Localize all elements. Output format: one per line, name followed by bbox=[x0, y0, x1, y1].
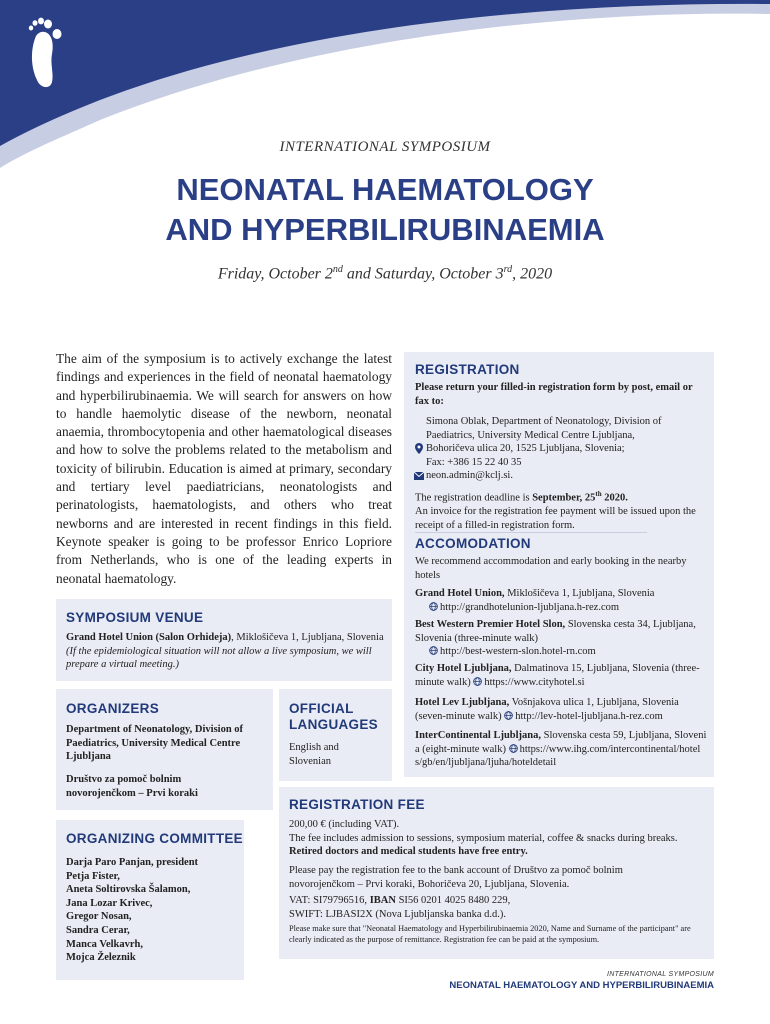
hotel-item bbox=[415, 587, 707, 614]
registration-instruction: Please return your filled-in registration form by post, email or fax to: bbox=[415, 382, 693, 407]
globe-icon bbox=[473, 677, 482, 686]
hotel-item bbox=[415, 696, 707, 723]
page-title bbox=[0, 170, 770, 250]
date-part-1: Friday, October 2 bbox=[217, 265, 333, 283]
organizer-1: Department of Neonatology, Division of Paediatrics, University Medical Centre Ljubljana bbox=[66, 724, 244, 763]
deadline-year: 2020. bbox=[601, 492, 628, 504]
registration-heading: REGISTRATION bbox=[415, 362, 520, 377]
location-pin-icon bbox=[415, 443, 423, 459]
hotel-url-row bbox=[415, 601, 707, 615]
footer-kicker: INTERNATIONAL SYMPOSIUM bbox=[607, 971, 714, 978]
accommodation-heading: ACCOMODATION bbox=[415, 536, 531, 551]
committee-member: Gregor Nosan, bbox=[66, 911, 132, 923]
swift-label: SWIFT: bbox=[289, 908, 326, 920]
hotel-item bbox=[415, 618, 707, 659]
hotel-name: Best Western Premier Hotel Slon, bbox=[415, 619, 566, 630]
language-1: English and bbox=[289, 742, 339, 753]
contact-address-row bbox=[426, 442, 708, 456]
registration-contact bbox=[426, 415, 708, 483]
hotel-name: InterContinental Ljubljana, bbox=[415, 730, 542, 741]
globe-icon bbox=[509, 744, 518, 753]
venue-note: (If the epidemiological situation will not allow a live symposium, we will prepare a virtual meeting.) bbox=[66, 645, 372, 671]
committee-member: Manca Velkavrh, bbox=[66, 938, 144, 950]
language-2: Slovenian bbox=[289, 755, 331, 767]
organizers-box bbox=[56, 689, 273, 810]
venue-heading: SYMPOSIUM VENUE bbox=[66, 610, 204, 625]
envelope-icon bbox=[414, 471, 424, 485]
globe-icon bbox=[429, 602, 438, 611]
contact-fax: Fax: +386 15 22 40 35 bbox=[426, 456, 522, 468]
hotel-item bbox=[415, 729, 707, 770]
globe-icon bbox=[429, 646, 438, 655]
hotel-link[interactable]: http://lev-hotel-ljubljana.h-rez.com bbox=[515, 710, 663, 722]
iban-label: IBAN bbox=[369, 895, 399, 906]
languages-heading bbox=[289, 701, 378, 733]
hotel-address: Dalmatinova 15, Ljubljana, Slovenia (three-minute walk) bbox=[415, 663, 700, 688]
committee-heading: ORGANIZING COMMITTEE bbox=[66, 831, 243, 846]
contact-email-row bbox=[426, 469, 708, 483]
fee-amount: 200,00 € (including VAT). bbox=[289, 819, 400, 830]
committee-list bbox=[66, 856, 241, 965]
contact-line-1: Simona Oblak, Department of Neonatology, Division of bbox=[426, 416, 662, 427]
date-sup-2: rd bbox=[503, 264, 513, 275]
fee-heading: REGISTRATION FEE bbox=[289, 797, 425, 812]
languages-heading-line-2: LANGUAGES bbox=[289, 717, 378, 732]
venue-name: Grand Hotel Union (Salon Orhideja) bbox=[66, 632, 232, 643]
intro-paragraph: The aim of the symposium is to actively exchange the latest findings and experiences in the field of neonatal haematology and hyperbilirubinaemia. We will search for answers on how to handle haemolytic disease of the newborn, neonatal anaemia, thrombocytopenia and other haematological diseases and how to solve the problems related to the metabolism and toxicity of bilirubin. Education is aimed at primary, secondary and tertiary level paediatricians, neonatologists and perinatologists, haematologists, and others who treat newborns and are interested in recent findings in this field. Keynote speaker is going to be professor Enrico Lopriore from Netherlands, who is one of the leading experts in neonatal haematology. bbox=[56, 351, 392, 586]
committee-member: Darja Paro Panjan, president bbox=[66, 857, 199, 868]
venue-box bbox=[56, 599, 392, 681]
hotel-link[interactable]: http://best-western-slon.hotel-rn.com bbox=[440, 646, 596, 658]
hotel-address: Miklošičeva 1, Ljubljana, Slovenia bbox=[504, 588, 655, 599]
contact-line-2: Paediatrics, University Medical Centre Ljubljana, bbox=[426, 429, 635, 441]
accommodation-intro: We recommend accommodation and early booking in the nearby hotels bbox=[415, 556, 687, 581]
vat-value: SI79796516, bbox=[313, 895, 370, 906]
registration-deadline bbox=[415, 488, 707, 532]
date-sup-1: nd bbox=[332, 264, 343, 275]
date-part-2: and Saturday, October 3 bbox=[342, 265, 504, 283]
committee-box bbox=[56, 820, 244, 980]
languages-box bbox=[279, 689, 392, 781]
fee-box bbox=[279, 787, 714, 959]
title-line-1: NEONATAL HAEMATOLOGY bbox=[176, 172, 594, 207]
languages-list bbox=[289, 741, 339, 768]
languages-heading-line-1: OFFICIAL bbox=[289, 701, 354, 716]
hotel-address: Slovenska cesta 59, Ljubljana, Slovenia (eight-minute walk) bbox=[415, 730, 707, 755]
hotel-name: Grand Hotel Union, bbox=[415, 588, 505, 599]
committee-member: Mojca Železnik bbox=[66, 952, 136, 964]
hotel-link[interactable]: https://www.ihg.com/intercontinental/hotels/gb/en/ljubljana/ljuha/hoteldetail bbox=[415, 743, 701, 769]
hotel-name: Hotel Lev Ljubljana, bbox=[415, 697, 510, 708]
fee-free-entry: Retired doctors and medical students have free entry. bbox=[289, 846, 528, 858]
fee-details bbox=[289, 818, 707, 859]
hotel-address: Vošnjakova ulica 1, Ljubljana, Slovenia (seven-minute walk) bbox=[415, 697, 679, 722]
fee-swift-row bbox=[289, 908, 707, 922]
venue-address: , Miklošičeva 1, Ljubljana, Slovenia bbox=[231, 632, 384, 643]
hotel-link[interactable]: http://grandhotelunion-ljubljana.h-rez.com bbox=[440, 601, 620, 613]
committee-member: Jana Lozar Krivec, bbox=[66, 897, 153, 909]
contact-address: Bohoričeva ulica 20, 1525 Ljubljana, Slovenia; bbox=[426, 443, 625, 455]
organizers-heading: ORGANIZERS bbox=[66, 701, 160, 716]
contact-email[interactable]: neon.admin@kclj.si. bbox=[426, 470, 513, 482]
fee-payment: Please pay the registration fee to the bank account of Društvo za pomoč bolnim novorojenčkom – Prvi koraki, Bohoričeva 20, Ljubljana, Slovenia. bbox=[289, 865, 623, 890]
globe-icon bbox=[504, 711, 513, 720]
fee-bank-details bbox=[289, 894, 707, 921]
hotel-url-row bbox=[415, 645, 707, 659]
registration-box bbox=[404, 352, 714, 777]
hotel-item bbox=[415, 662, 707, 689]
hotel-address: Slovenska cesta 34, Ljubljana, Slovenia (three-minute walk) bbox=[415, 619, 696, 644]
deadline-sup: th bbox=[595, 490, 602, 498]
footer-title: NEONATAL HAEMATOLOGY AND HYPERBILIRUBINAEMIA bbox=[449, 980, 714, 991]
event-dates bbox=[0, 264, 770, 283]
hotel-link[interactable]: https://www.cityhotel.si bbox=[484, 676, 585, 688]
fee-note: Please make sure that "Neonatal Haematology and Hyperbilirubinaemia 2020, Name and Surname of the participant" are clearly indicated as the purpose of remittance. Registration fee can be paid at the symposium. bbox=[289, 924, 691, 944]
deadline-pre: The registration deadline is bbox=[415, 492, 533, 504]
swift-value: LJBASI2X (Nova Ljubljanska banka d.d.). bbox=[325, 908, 507, 920]
divider bbox=[415, 532, 647, 533]
committee-member: Aneta Soltirovska Šalamon, bbox=[66, 884, 191, 896]
iban-value: SI56 0201 4025 8480 229, bbox=[398, 895, 511, 906]
committee-member: Sandra Cerar, bbox=[66, 924, 130, 936]
vat-label: VAT: bbox=[289, 895, 314, 906]
symposium-kicker: INTERNATIONAL SYMPOSIUM bbox=[279, 139, 491, 155]
invoice-note: An invoice for the registration fee payment will be issued upon the receipt of a filled-in registration form. bbox=[415, 506, 696, 531]
fee-vat-iban-row bbox=[289, 894, 707, 908]
title-line-2: AND HYPERBILIRUBINAEMIA bbox=[165, 212, 605, 247]
deadline-date: September, 25 bbox=[532, 492, 596, 504]
organizer-2: Društvo za pomoč bolnim novorojenčkom – Prvi koraki bbox=[66, 774, 198, 799]
date-part-3: , 2020 bbox=[512, 265, 553, 283]
venue-text bbox=[66, 631, 384, 672]
hotel-name: City Hotel Ljubljana, bbox=[415, 663, 512, 674]
committee-member: Petja Fister, bbox=[66, 870, 120, 882]
fee-includes: The fee includes admission to sessions, symposium material, coffee & snacks during breaks. bbox=[289, 832, 678, 844]
